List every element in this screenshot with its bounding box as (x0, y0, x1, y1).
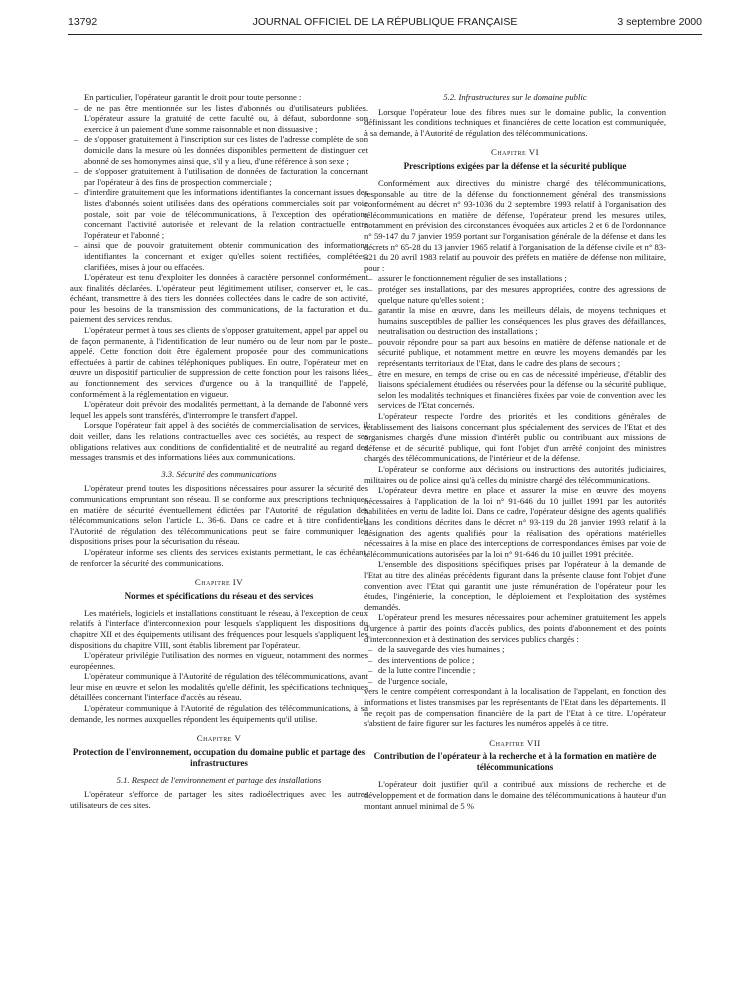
list-item: – de s'opposer gratuitement à l'utilisation de données de facturation la concernant par l'opérateur à des fins de prospection commerciale ; (70, 166, 368, 187)
chapter-title: Normes et spécifications du réseau et des services (124, 590, 314, 601)
chapter-label: Chapitre V (196, 733, 242, 744)
list-item: – des interventions de police ; (364, 655, 666, 666)
list-item: – ainsi que de pouvoir gratuitement obtenir communication des informations identifiantes la concernant et exiger qu'elles soient rectifiées, complétées, clarifiées, mises à jour ou effacées. (70, 240, 368, 272)
list-item: – de ne pas être mentionnée sur les listes d'abonnés ou d'utilisateurs publiées. L'opérateur assure la gratuité de cette faculté ou, à défaut, subordonne son exercice à un paiement d'une somme raisonnable et non dissuasive ; (70, 103, 368, 135)
paragraph: vers le centre compétent correspondant à la localisation de l'appelant, en fonction des informations et listes transmises par les représentants de l'Etat dans les départements. Il ne reçoit pas de compensation financière de la part de l'Etat à ce titre. L'opérateur s'abstient de faire figurer sur les factures les numéros appelés à ce titre. (364, 686, 666, 729)
paragraph: L'opérateur permet à tous ses clients de s'opposer gratuitement, appel par appel ou de façon permanente, à l'identification de leur numéro ou de leur nom par le poste appelé. Cette fonction doit être également proposée pour des communications effectuées à partir de cabines téléphoniques publiques. En outre, l'opérateur met en œuvre un dispositif particulier de suppression de cette fonction pour les raisons liées au fonctionnement des services d'urgence ou à la tranquillité de l'appelé, conformément à la réglementation en vigueur. (70, 325, 368, 399)
paragraph: L'opérateur s'efforce de partager les sites radioélectriques avec les autres utilisateurs de ces sites. (70, 789, 368, 811)
list-item: – assurer le fonctionnement régulier de ses installations ; (364, 273, 666, 284)
chapter-label: Chapitre VI (490, 147, 540, 158)
page-header (68, 16, 702, 36)
paragraph: L'opérateur devra mettre en place et assurer la mise en œuvre des moyens nécessaires à l'application de la loi n° 91-646 du 10 juillet 1991 par les autorités habilitées en vertu de ladite loi. Dans ce cadre, l'opérateur désigne des agents qualifiés dans les conditions décrites dans le décret n° 93-119 du 28 janvier 1993 relatif à la désignation des agents qualifiés pour la réalisation des opérations matérielles nécessaires à la mise en place des interceptions de correspondances émises par voie de télécommunications autorisées par la loi n° 91-646 du 10 juillet 1991 précitée. (364, 485, 666, 559)
publication-date: 3 septembre 2000 (617, 16, 702, 28)
list-item: – protéger ses installations, par des mesures appropriées, contre des agressions de quelque nature qu'elles soient ; (364, 284, 666, 305)
journal-title: JOURNAL OFFICIEL DE LA RÉPUBLIQUE FRANÇAISE (252, 16, 518, 28)
left-column (70, 92, 368, 811)
list-item: – de la lutte contre l'incendie ; (364, 665, 666, 676)
section-heading: 5.1. Respect de l'environnement et partage des installations (116, 774, 322, 785)
list-item: – garantir la mise en œuvre, dans les meilleurs délais, de moyens techniques et humains susceptibles de pallier les conséquences les plus graves des défaillances, neutralisation ou destruction des installations ; (364, 305, 666, 337)
chapter-title: Prescriptions exigées par la défense et la sécurité publique (403, 160, 627, 171)
paragraph: Lorsque l'opérateur loue des fibres nues sur le domaine public, la convention définissant les conditions techniques et financières de cette location est communiquée, à sa demande, à l'Autorité de régulation des télécommunications. (364, 106, 666, 138)
chapter-title: Contribution de l'opérateur à la recherche et à la formation en matière de télécommunications (373, 751, 657, 773)
paragraph: L'opérateur doit justifier qu'il a contribué aux missions de recherche et de développement et de formation dans le domaine des télécommunications à hauteur d'un montant annuel minimal de 5 % (364, 779, 666, 811)
right-column (364, 92, 666, 811)
list-item: – pouvoir répondre pour sa part aux besoins en matière de défense nationale et de sécurité publique, et notamment mettre en œuvre les moyens demandés par les représentants territoriaux de l'Etat, dans le cadre des plans de secours ; (364, 337, 666, 369)
paragraph: L'opérateur prend les mesures nécessaires pour acheminer gratuitement les appels d'urgence à partir des points d'accès publics, des points d'abonnement et des points d'interconnexion et à destination des services publics chargés : (364, 612, 666, 644)
page-number: 13792 (68, 16, 98, 28)
paragraph: L'opérateur communique à l'Autorité de régulation des télécommunications, avant leur mise en œuvre et selon les modalités qu'elle définit, les spécifications techniques détaillées concernant l'interface d'accès au réseau. (70, 671, 368, 703)
paragraph: L'opérateur se conforme aux décisions ou instructions des autorités judiciaires, militaires ou de police ainsi qu'à celles du ministre chargé des télécommunications. (364, 464, 666, 485)
list-item: – d'interdire gratuitement que les informations identifiantes la concernant issues des listes d'abonnés soient utilisées dans des opérations commerciales soit par voie postale, soit par voie de télécommunications, à l'exception des opérations concernant l'activité autorisée et relevant de la relation contractuelle entre l'opérateur et l'abonné ; (70, 187, 368, 240)
paragraph: L'opérateur communique à l'Autorité de régulation des télécommunications, à sa demande, les normes auxquelles répondent les équipements qu'il utilise. (70, 703, 368, 724)
paragraph: Les matériels, logiciels et installations constituant le réseau, à l'exception de ceux relatifs à l'interface d'interconnexion pour lesquels s'appliquent les dispositions du chapitre XII et des équipements utilisant des fréquences pour lesquels s'appliquent les dispositions du chapitre VIII, sont établis librement par l'opérateur. (70, 607, 368, 650)
paragraph: Conformément aux directives du ministre chargé des télécommunications, responsable au titre de la défense du fonctionnement général des transmissions conformément au décret n° 93-1036 du 2 septembre 1993 relatif à l'organisation des télécommunications en matière de défense, l'opérateur prend les mesures utiles, notamment en prévision des circonstances évoquées aux articles 2 et 6 de l'ordonnance n° 59-147 du 7 janvier 1959 portant sur l'organisation générale de la défense et dans les décrets n° 65-28 du 13 janvier 1965 relatif à l'organisation de la défense civile et n° 83-321 du 20 avril 1983 relatif au pouvoir des préfets en matière de défense non militaire, pour : (364, 177, 666, 273)
paragraph: L'opérateur respecte l'ordre des priorités et les conditions générales de rétablissement des liaisons concernant plus spécialement des services de l'Etat et des organismes chargés d'une mission d'intérêt public ou contribuant aux missions de défense et de sécurité publique, qui font l'objet d'un arrêté conjoint des ministres chargés des télécommunications, de l'intérieur et de la défense. (364, 411, 666, 464)
list-item: – de l'urgence sociale, (364, 676, 666, 687)
paragraph: L'opérateur est tenu d'exploiter les données à caractère personnel conformément aux finalités déclarées. L'opérateur peut légitimement utiliser, conserver et, le cas échéant, transmettre à des tiers les données collectées dans le cadre de son activité, pour les besoins de la transmission des communications, de la facturation et du paiement des services rendus. (70, 272, 368, 325)
chapter-label: Chapitre VII (489, 737, 541, 748)
paragraph: L'opérateur doit prévoir des modalités permettant, à la demande de l'abonné vers lequel les appels sont transférés, d'interrompre le transfert d'appel. (70, 399, 368, 420)
defense-list (364, 273, 666, 411)
header-rule (68, 34, 702, 35)
paragraph: L'opérateur privilégie l'utilisation des normes en vigueur, notamment des normes européennes. (70, 650, 368, 671)
section-heading: 5.2. Infrastructures sur le domaine public (443, 92, 587, 102)
paragraph: Lorsque l'opérateur fait appel à des sociétés de commercialisation de services, il doit veiller, dans les relations contractuelles avec ces sociétés, au respect de ses obligations relatives aux conditions de confidentialité et de neutralité au regard des messages transmis et des informations liées aux communications. (70, 420, 368, 463)
paragraph: L'opérateur informe ses clients des services existants permettant, le cas échéant, de renforcer la sécurité des communications. (70, 546, 368, 568)
list-item: – de s'opposer gratuitement à l'inscription sur ces listes de l'adresse complète de son domicile dans la mesure où les données disponibles permettent de distinguer cet abonné de ses homonymes ainsi que, s'il y a lieu, d'une référence à son sexe ; (70, 134, 368, 166)
chapter-label: Chapitre IV (194, 577, 244, 588)
paragraph: L'opérateur prend toutes les dispositions nécessaires pour assurer la sécurité des communications empruntant son réseau. Il se conforme aux prescriptions techniques en matière de sécurité éventuellement édictées par l'Autorité de régulation des télécommunications selon l'article L. 36-6. Dans ce cadre et à titre confidentiel, l'Autorité de régulation des télécommunications peut se faire communiquer les dispositions prises pour la sécurisation du réseau. (70, 483, 368, 547)
rights-list (70, 103, 368, 273)
list-item: – être en mesure, en temps de crise ou en cas de nécessité impérieuse, d'établir des liaisons spécialement étudiées ou réservées pour la défense ou la sécurité publique, selon les modalités techniques et financières fixées par voie de convention avec les services de l'Etat concernés. (364, 369, 666, 411)
list-item: – de la sauvegarde des vies humaines ; (364, 644, 666, 655)
chapter-title: Protection de l'environnement, occupation du domaine public et partage des infrastructures (72, 746, 366, 768)
paragraph: L'ensemble des dispositions spécifiques prises par l'opérateur à la demande de l'Etat au titre des alinéas précédents figurant dans la présente clause font l'objet d'une convention avec l'Etat qui garantit une juste rémunération de l'opérateur pour les études, l'ingénierie, la conception, le déploiement et l'exploitation des systèmes demandés. (364, 559, 666, 612)
section-heading: 3.3. Sécurité des communications (161, 468, 277, 479)
emergency-services-list (364, 644, 666, 686)
paragraph: En particulier, l'opérateur garantit le droit pour toute personne : (84, 92, 302, 102)
